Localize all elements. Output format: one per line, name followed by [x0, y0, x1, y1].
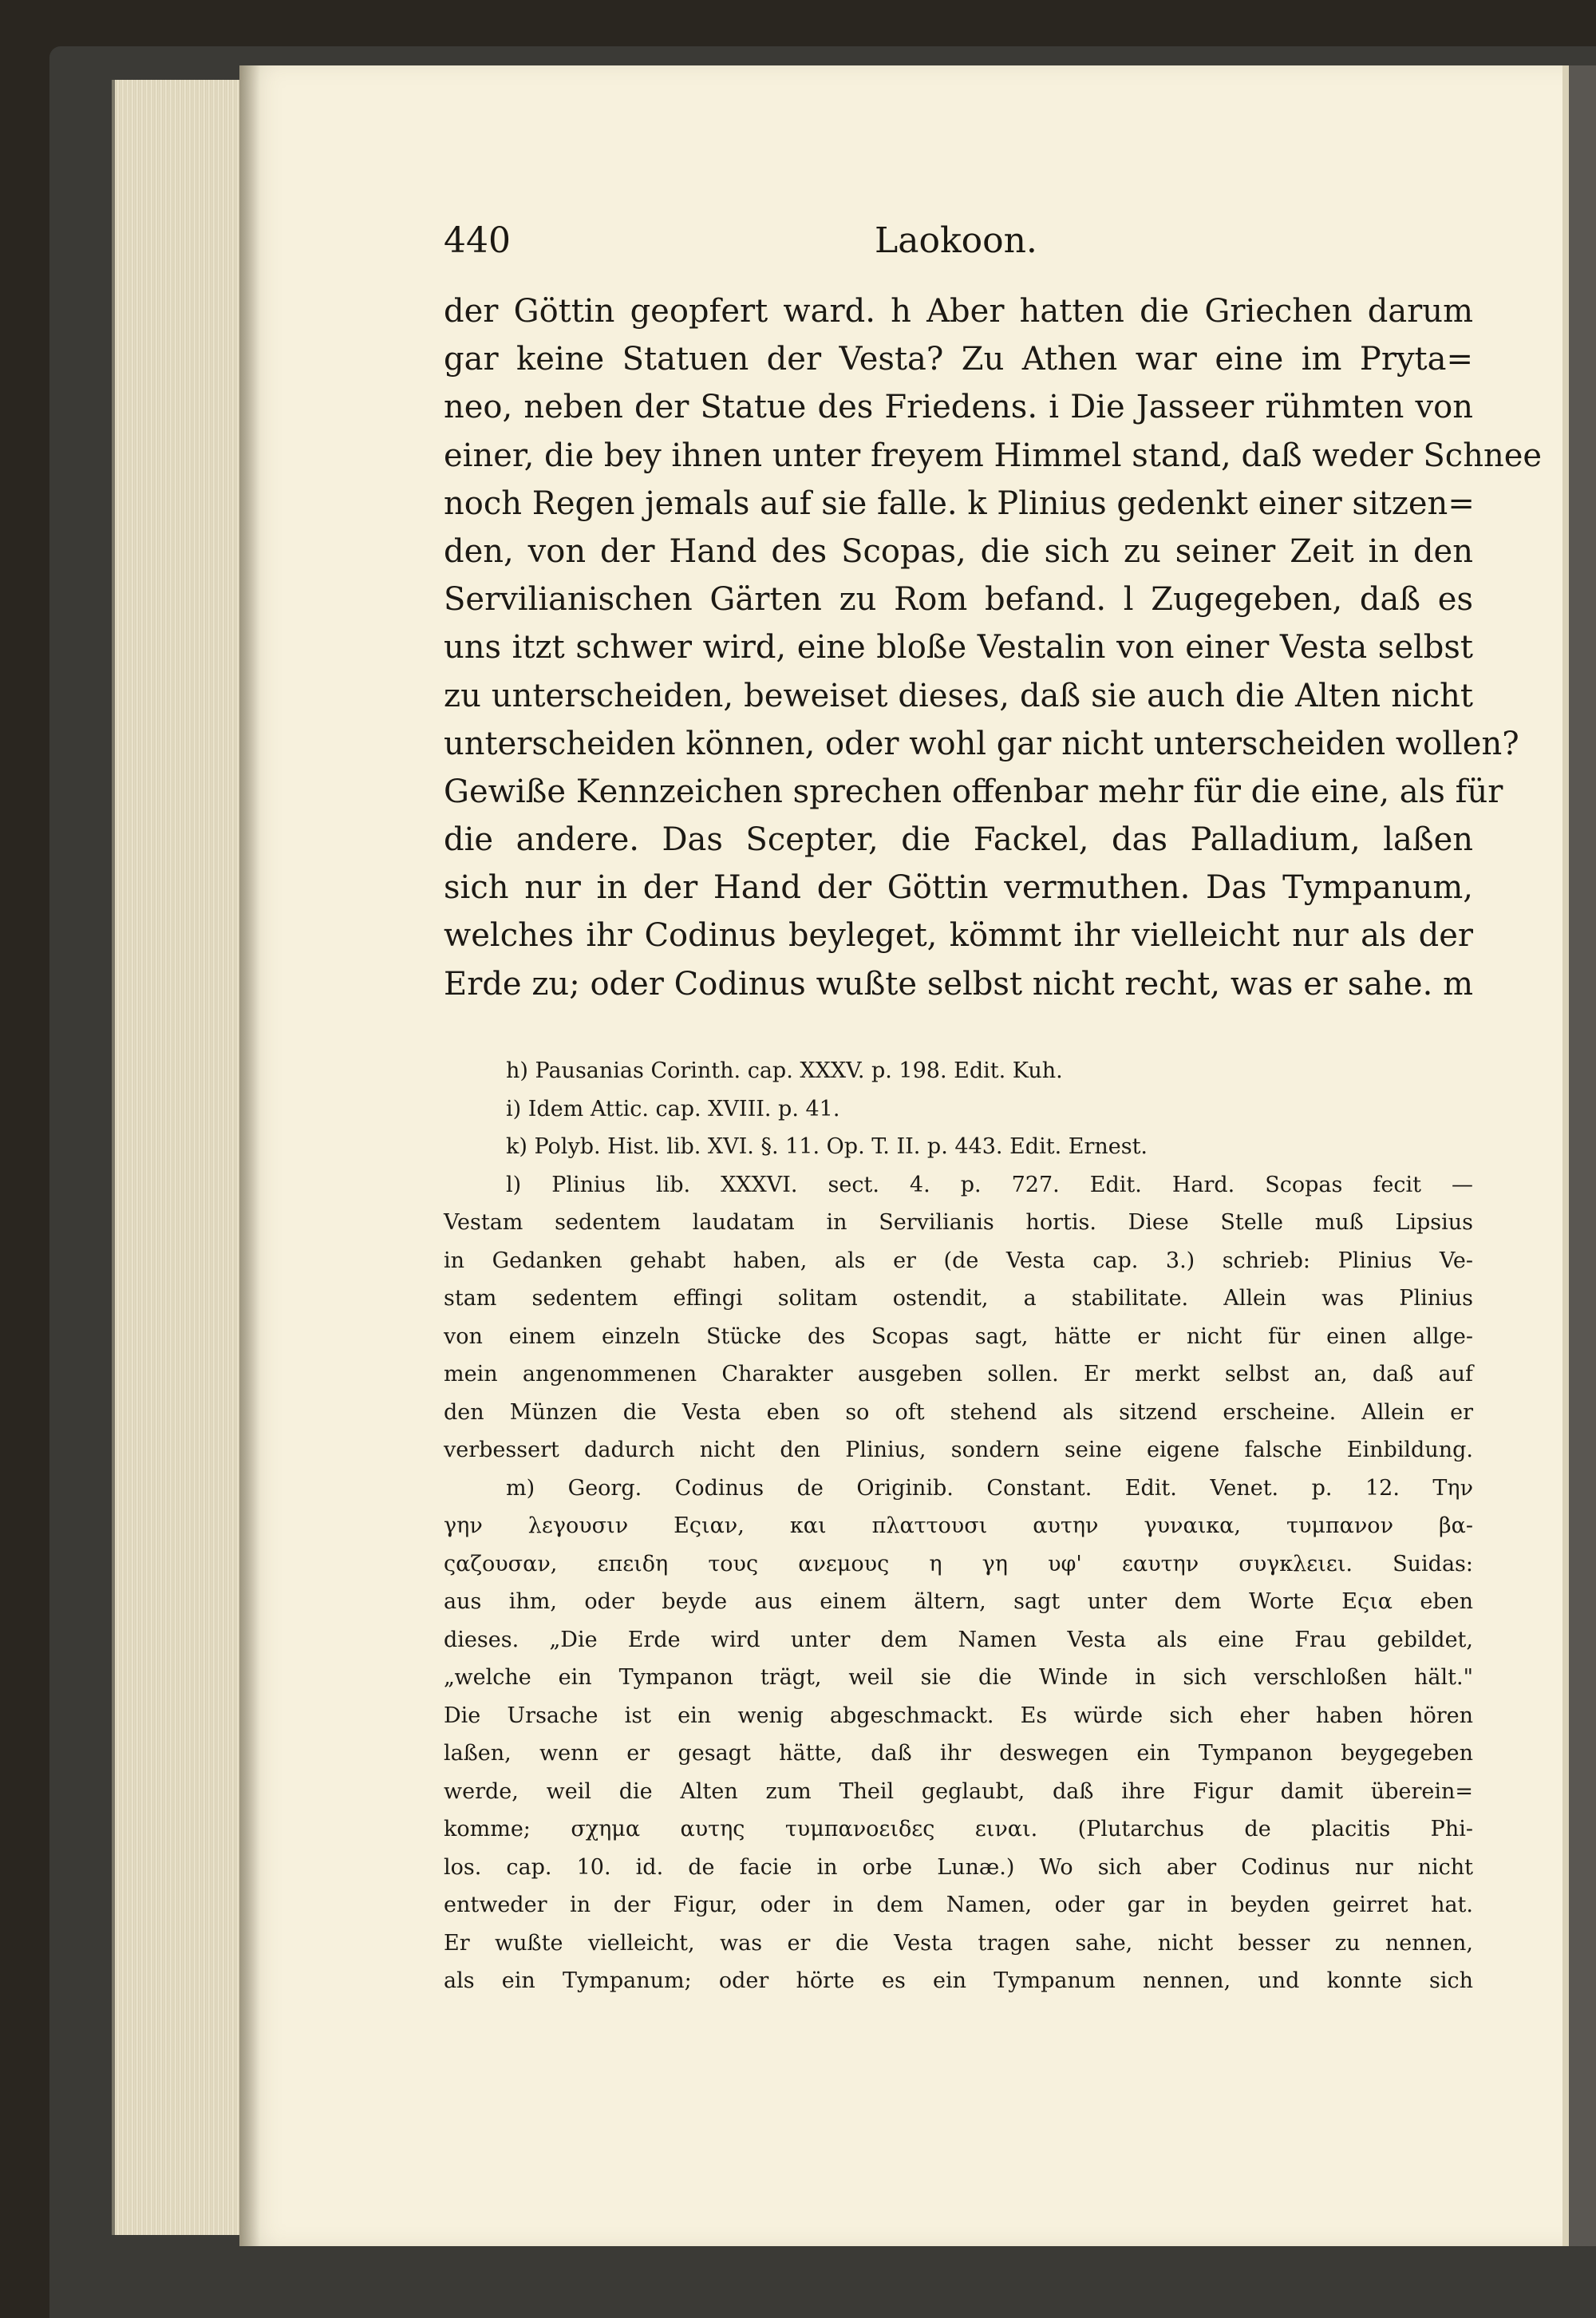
footnote-line: als ein Tympanum; oder hörte es ein Tympanum nennen, und konnte sich — [444, 1968, 1473, 1993]
footnote-i: i) Idem Attic. cap. XVIII. p. 41. — [506, 1096, 840, 1121]
footnote-line: „welche ein Tympanon trägt, weil sie die Winde in sich verschloßen hält." — [444, 1665, 1473, 1690]
footnote-line: Er wußte vielleicht, was er die Vesta tragen sahe, nicht besser zu nennen, — [444, 1930, 1473, 1956]
text-line: noch Regen jemals auf sie falle. k Plinius gedenkt einer sitzen= — [444, 485, 1475, 522]
footnotes-block — [444, 1052, 1473, 2000]
page-number: 440 — [444, 220, 511, 261]
spine-shadow — [239, 65, 260, 2246]
footnote-k: k) Polyb. Hist. lib. XVI. §. 11. Op. T. II. p. 443. Edit. Ernest. — [506, 1134, 1148, 1159]
text-line: zu unterscheiden, beweiset dieses, daß sie auch die Alten nicht — [444, 677, 1473, 714]
footnote-line: mein angenommenen Charakter ausgeben sollen. Er merkt selbst an, daß auf — [444, 1362, 1473, 1386]
text-line: Erde zu; oder Codinus wußte selbst nicht recht, was er sahe. m — [444, 965, 1473, 1003]
footnote-h: h) Pausanias Corinth. cap. XXXV. p. 198. Edit. Kuh. — [506, 1058, 1063, 1083]
footnote-line: laßen, wenn er gesagt hätte, daß ihr deswegen ein Tympanon beygegeben — [444, 1741, 1473, 1766]
footnote-line: aus ihm, oder beyde aus einem ältern, sagt unter dem Worte Εςια eben — [444, 1589, 1473, 1614]
text-line: einer, die bey ihnen unter freyem Himmel stand, daß weder Schnee — [444, 437, 1543, 474]
footnote-line: ςαζουσαν, επειδη τους ανεμους η γη υφ' εαυτην συγκλειει. Suidas: — [444, 1551, 1473, 1576]
text-line: unterscheiden können, oder wohl gar nicht unterscheiden wollen? — [444, 725, 1519, 762]
text-line: den, von der Hand des Scopas, die sich zu seiner Zeit in den — [444, 532, 1473, 570]
footnote-line: komme; σχημα αυτης τυμπανοειδες ειναι. (Plutarchus de placitis Phi- — [444, 1817, 1473, 1841]
page-edges — [112, 80, 251, 2235]
footnote-line: den Münzen die Vesta eben so oft stehend als sitzend erscheine. Allein er — [444, 1399, 1473, 1425]
main-text-block — [444, 287, 1543, 1008]
footnote-line: Vestam sedentem laudatam in Servilianis hortis. Diese Stelle muß Lipsius — [444, 1210, 1473, 1235]
page-header — [444, 220, 1473, 268]
text-line: sich nur in der Hand der Göttin vermuthen. Das Tympanum, — [444, 869, 1473, 907]
text-line: die andere. Das Scepter, die Fackel, das Palladium, laßen — [444, 821, 1473, 859]
footnote-line: los. cap. 10. id. de facie in orbe Lunæ.) Wo sich aber Codinus nur nicht — [444, 1854, 1473, 1880]
footnote-l: l) Plinius lib. XXXVI. sect. 4. p. 727. Edit. Hard. Scopas fecit — — [506, 1172, 1473, 1197]
running-title: Laokoon. — [875, 220, 1037, 261]
footnote-line: von einem einzeln Stücke des Scopas sagt, hätte er nicht für einen allge- — [444, 1323, 1473, 1349]
text-line: neo, neben der Statue des Friedens. i Die Jasseer rühmten von — [444, 389, 1473, 426]
text-line: uns itzt schwer wird, eine bloße Vestalin von einer Vesta selbst — [444, 629, 1473, 667]
text-line: welches ihr Codinus beyleget, kömmt ihr vielleicht nur als der — [444, 917, 1473, 955]
text-line: Servilianischen Gärten zu Rom befand. l Zugegeben, daß es — [444, 581, 1473, 619]
footnote-line: γην λεγουσιν Εςιαν, και πλαττουσι αυτην γυναικα, τυμπανον βα- — [444, 1513, 1473, 1538]
footnote-m: m) Georg. Codinus de Originib. Constant. Edit. Venet. p. 12. Την — [506, 1475, 1473, 1501]
text-line: Gewiße Kennzeichen sprechen offenbar mehr für die eine, als für — [444, 773, 1503, 810]
footnote-line: verbessert dadurch nicht den Plinius, sondern seine eigene falsche Einbildung. — [444, 1438, 1473, 1462]
footnote-line: stam sedentem effingi solitam ostendit, a stabilitate. Allein was Plinius — [444, 1286, 1473, 1311]
footnote-line: in Gedanken gehabt haben, als er (de Vesta cap. 3.) schrieb: Plinius Ve- — [444, 1248, 1473, 1273]
facing-page-edge — [1562, 65, 1596, 2246]
footnote-line: entweder in der Figur, oder in dem Namen, oder gar in beyden geirret hat. — [444, 1893, 1473, 1917]
footnote-line: werde, weil die Alten zum Theil geglaubt, daß ihre Figur damit überein= — [444, 1778, 1473, 1804]
text-line: gar keine Statuen der Vesta? Zu Athen war eine im Pryta= — [444, 341, 1473, 378]
footnote-line: Die Ursache ist ein wenig abgeschmackt. Es würde sich eher haben hören — [444, 1703, 1473, 1728]
text-line: der Göttin geopfert ward. h Aber hatten die Griechen darum — [444, 293, 1473, 330]
footnote-line: dieses. „Die Erde wird unter dem Namen Vesta als eine Frau gebildet, — [444, 1627, 1473, 1652]
